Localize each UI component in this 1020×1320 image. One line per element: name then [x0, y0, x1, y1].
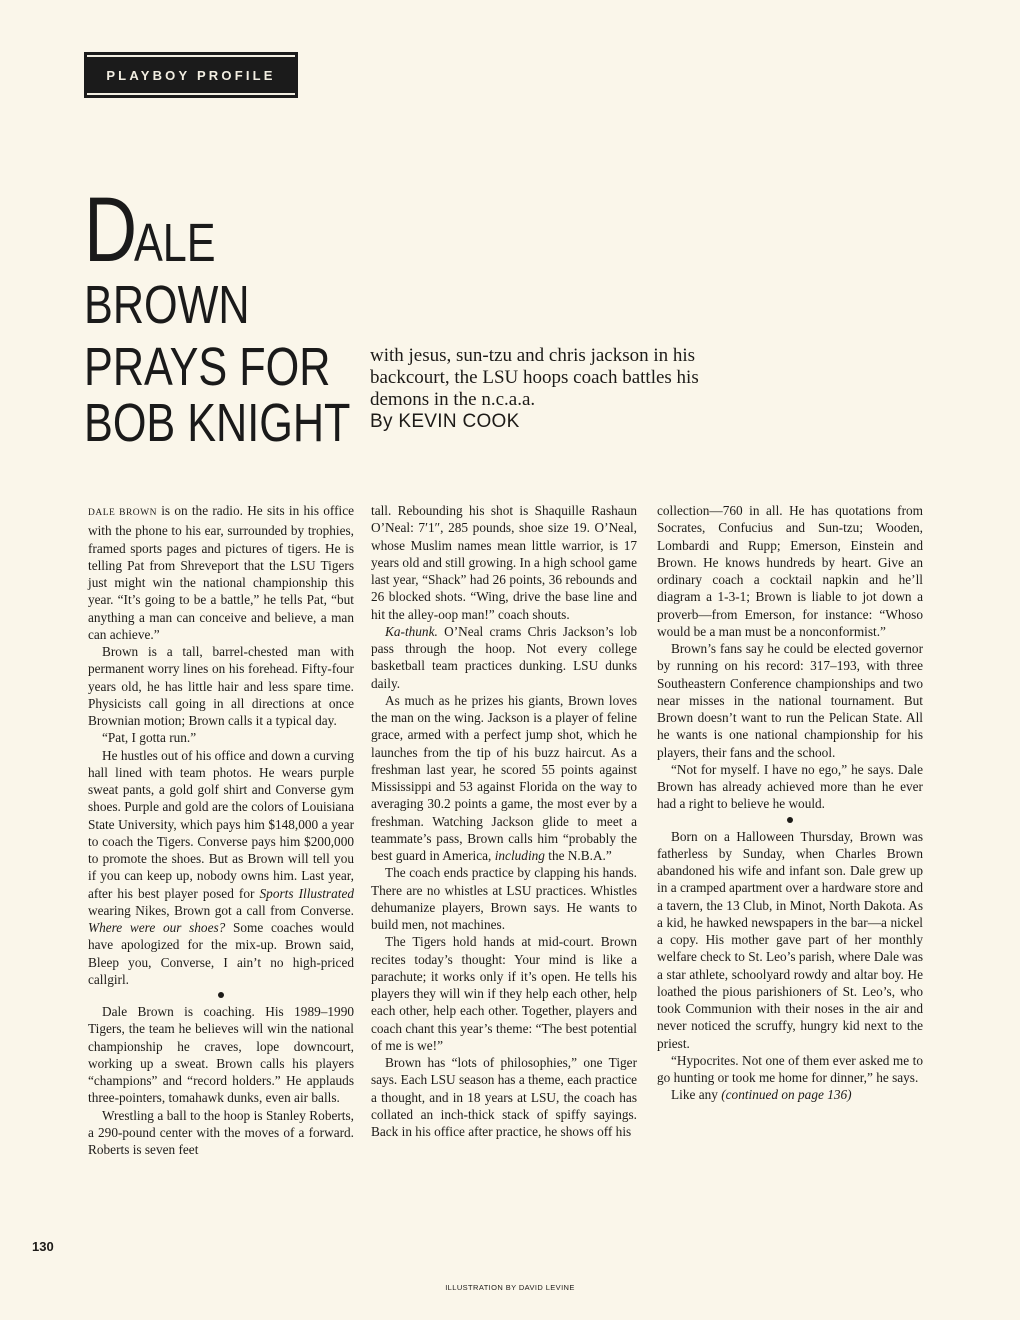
paragraph: tall. Rebounding his shot is Shaquille Rashaun O’Neal: 7′1″, 285 pounds, shoe size 19. O’Neal, whose Muslim names mean little warrior, is 17 years old and still growing. In a high school game last year, “Shack” had 26 points, 36 rebounds and 26 blocked shots. “Wing, drive the base line and hit the alley-oop man!” coach shouts. [371, 503, 637, 622]
paragraph: The Tigers hold hands at mid-court. Brown recites today’s thought: Your mind is like a parachute; it works only if it’s open. He tells his players they will win if they help each other, help each other, help each other. Together, players and coach chant this year’s theme: “The best potential of me is we!” [371, 934, 637, 1053]
paragraph-text: As much as he prizes his giants, Brown loves the man on the wing. Jackson is a player of feline grace, armed with a perfect jump shot, which he launches from the tip of his buzz haircut. As a freshman last year, he scored 55 points against Mississippi and 53 against Florida on the way to averaging 30.2 points a game, the most ever by a freshman. Watching Jackson glide to meet a teammate’s pass, Brown calls him “probably the best guard in America, [371, 692, 637, 863]
article-column-1 [88, 502, 354, 1158]
paragraph-text: O’Neal crams Chris Jackson’s lob pass through the hoop. Not every college basketball team practices dunking. LSU dunks daily. [371, 623, 637, 691]
headline-line-2: BROWN [84, 275, 250, 335]
section-label-badge [84, 52, 298, 98]
paragraph [88, 502, 354, 643]
paragraph: Brown has “lots of philosophies,” one Tiger says. Each LSU season has a theme, each practice a thought, and in 18 years at LSU, the coach has collated an inch-thick stack of spiffy sayings. Back in his office after practice, he shows off his [371, 1055, 637, 1139]
italic-text: Where were our shoes? [88, 920, 226, 935]
page-number: 130 [32, 1239, 54, 1254]
paragraph: Wrestling a ball to the hoop is Stanley Roberts, a 290-pound center with the moves of a forward. Roberts is seven feet [88, 1107, 354, 1157]
headline-line-1 [84, 179, 216, 281]
paragraph: Brown’s fans say he could be elected governor by running on his record: 317–193, with three Southeastern Conference championships and two near misses in the national tournament. But Brown doesn’t want to run the Pelican State. All he wants is one national championship for his players, their fans and the school. [657, 641, 923, 760]
paragraph-text: He hustles out of his office and down a curving hall lined with team photos. He wears purple sweat pants, a gold golf shirt and Converse gym shoes. Purple and gold are the colors of Louisiana State University, which pays him $148,000 a year to coach the Tigers. Converse pays him $200,000 to promote the shoes. But as Brown will tell you if you can keep up, nobody owns him. Last year, after his best player posed for [88, 747, 354, 901]
section-break-dot [787, 817, 793, 823]
paragraph: The coach ends practice by clapping his hands. There are no whistles at LSU practices. Whistles dehumanize players, Brown says. He wants to build men, not machines. [371, 865, 637, 932]
article-column-2 [371, 502, 637, 1140]
dek: with jesus, sun-tzu and chris jackson in his backcourt, the LSU hoops coach battles his demons in the n.c.a.a. [370, 345, 699, 410]
lead-in: DALE BROWN [88, 508, 157, 518]
paragraph [657, 1086, 923, 1103]
paragraph [88, 747, 354, 989]
italic-text: Ka-thunk. [385, 623, 438, 639]
headline-line-4: BOB KNIGHT [84, 393, 351, 453]
paragraph-text: the N.B.A.” [548, 848, 612, 863]
paragraph: Dale Brown is coaching. His 1989–1990 Tigers, the team he believes will win the national championship he craves, lope downcourt, working up a sweat. Brown calls his players “champions” and “record holders.” He applauds three-pointers, tomahawk dunks, even air balls. [88, 1004, 354, 1106]
paragraph [371, 692, 637, 865]
section-break-dot [218, 992, 224, 998]
paragraph: Brown is a tall, barrel-chested man with permanent worry lines on his forehead. Fifty-four years old, he has little hair and less spare time. Physicists call going in all directions at once Brownian motion; Brown calls it a typical day. [88, 644, 354, 728]
paragraph: “Pat, I gotta run.” [102, 730, 197, 746]
byline: By KEVIN COOK [370, 411, 520, 432]
italic-text: including [494, 848, 545, 863]
headline-dropcap: D [84, 179, 134, 281]
paragraph-text: Some coaches would have apologized for the mix-up. Brown said, Bleep you, Converse, I ain’t no high-priced callgirl. [88, 920, 355, 987]
paragraph: “Not for myself. I have no ego,” he says. Dale Brown has already achieved more than he ever had a right to believe he would. [657, 761, 923, 812]
section-label: PLAYBOY PROFILE [87, 55, 295, 95]
paragraph: “Hypocrites. Not one of them ever asked me to go hunting or took me home for dinner,” he says. [657, 1052, 923, 1085]
paragraph-text: wearing Nikes, Brown got a call from Converse. [88, 902, 354, 918]
illustration-credit: ILLUSTRATION BY DAVID LEVINE [445, 1283, 575, 1292]
article-column-3 [657, 502, 923, 1104]
paragraph [371, 623, 637, 692]
italic-text: Sports Illustrated [259, 885, 355, 901]
paragraph-text: is on the radio. He sits in his office with the phone to his ear, surrounded by trophies, framed sports pages and pictures of tigers. He is telling Pat from Shreveport that the LSU Tigers just might win the national championship this year. “It’s going to be a battle,” he tells Pat, “but anything a man can conceive and believe, a man can achieve.” [88, 503, 354, 642]
headline-line-3: PRAYS FOR [84, 337, 331, 397]
continued-note: (continued on page 136) [721, 1087, 852, 1103]
paragraph: Born on a Halloween Thursday, Brown was fatherless by Sunday, when Charles Brown abandoned his wife and infant son. Dale grew up in a cramped apartment over a hardware store and a tavern, the 13 Club, in Minot, North Dakota. As a kid, he hawked newspapers in the bar—a nickel a copy. His mother gave part of her monthly welfare check to St. Leo’s parish, where Dale was a star athlete, schoolyard rowdy and altar boy. He loathed the pious parishioners of St. Leo’s, who took Communion with their noses in the air and never noticed the scruffy, hungry kid next to the priest. [657, 828, 923, 1051]
headline-line-1-rest: ALE [133, 213, 216, 273]
paragraph: collection—760 in all. He has quotations from Socrates, Confucius and Sun-tzu; Wooden, Lombardi and Rupp; Emerson, Einstein and Brown. He knows hundreds by heart. Give an ordinary coach a cocktail napkin and he’ll diagram a 1-3-1; Brown is liable to jot down a proverb—from Emerson, for instance: “Whoso would be a man must be a nonconformist.” [657, 503, 923, 639]
paragraph-text: Like any [671, 1087, 718, 1103]
